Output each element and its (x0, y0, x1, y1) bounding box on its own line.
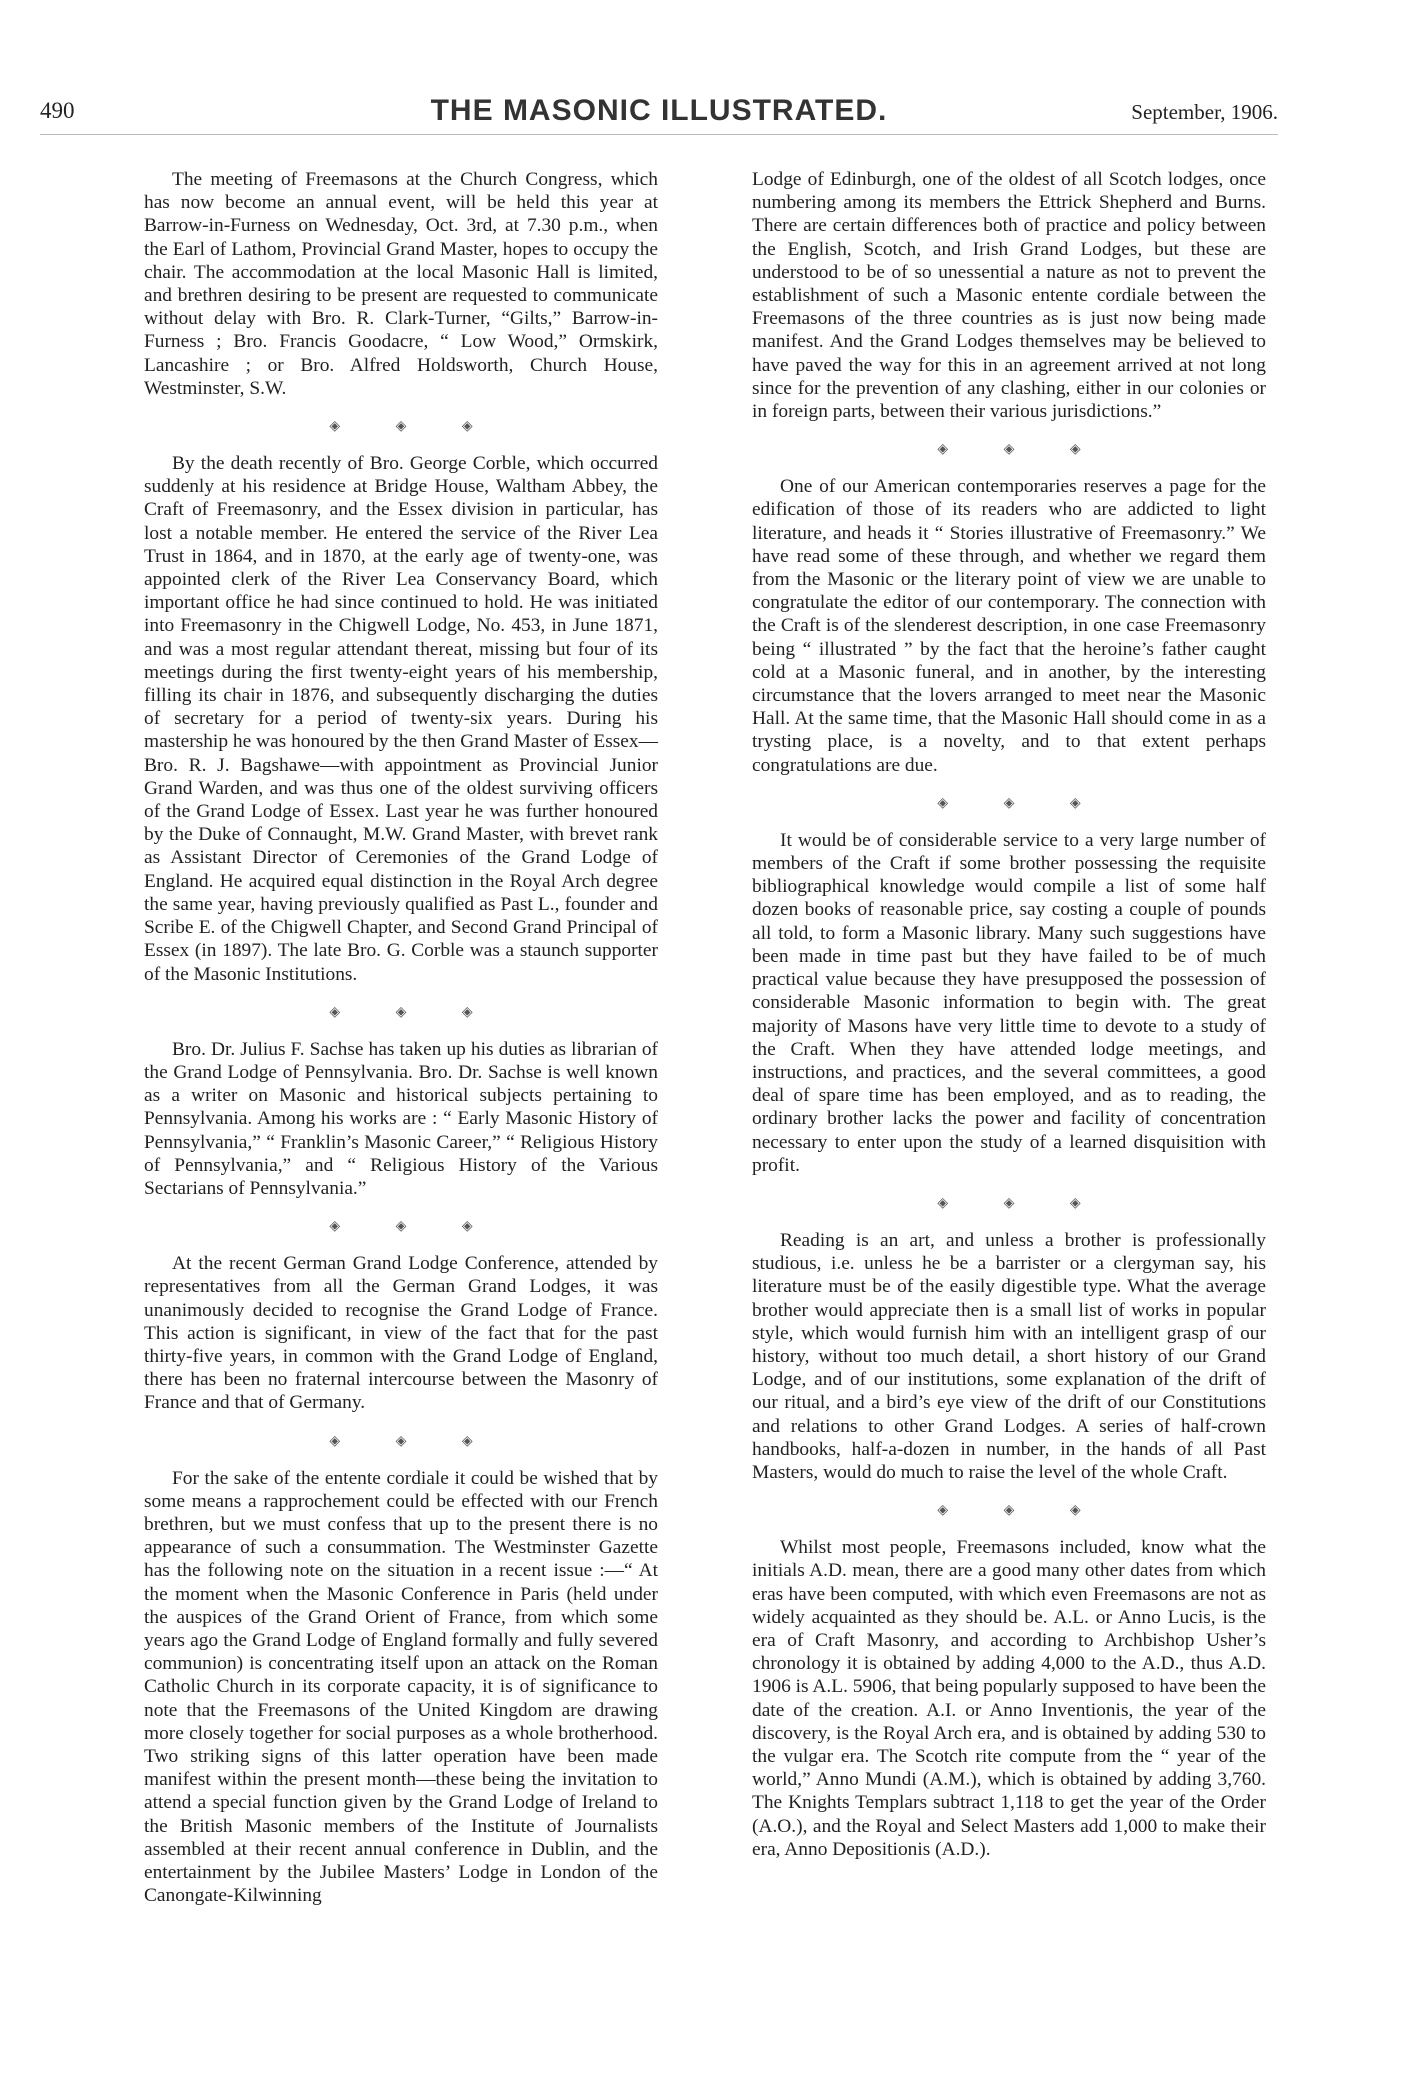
paragraph-reading-art: Reading is an art, and unless a brother is professionally studious, i.e. unless he be a barrister or a clergyman say, his literature must be of the easily digestible type. What the average brother would appreciate then is a small list of works in popular style, which would furnish him with an intelligent grasp of our history, without too much detail, a short history of our Grand Lodge, and of our institutions, some explanation of the drift of our ritual, and a bird’s eye view of the drift of our Constitutions and relations to other Grand Lodges. A series of half-crown handbooks, half-a-dozen in number, in the hands of all Past Masters, would do much to raise the level of the whole Craft. (752, 1229, 1266, 1483)
ornament-divider: ◈ ◈ ◈ (329, 1433, 499, 1449)
masthead-title: THE MASONIC ILLUSTRATED. (430, 94, 888, 127)
issue-date: September, 1906. (1131, 100, 1278, 124)
ornament-divider: ◈ ◈ ◈ (937, 1503, 1107, 1519)
paragraph-american-stories: One of our American contemporaries reserves a page for the edification of those of its readers who are addicted to light literature, and heads it “ Stories illustrative of Freemasonry.” We have read some of these through, and whether we regard them from the Masonic or the literary point of view we are unable to congratulate the editor of our contemporary. The connection with the Craft is of the slenderest description, in one case Freemasonry being “ illustrated ” by the fact that the heroine’s father caught cold at a Masonic funeral, and in another, by the interesting circumstance that the lovers arranged to meet near the Masonic Hall. At the same time, that the Masonic Hall should come in as a trysting place, is a novelty, and to that extent perhaps congratulations are due. (752, 476, 1266, 776)
ornament-divider: ◈ ◈ ◈ (329, 1004, 499, 1020)
paragraph-masonic-eras: Whilst most people, Freemasons included, know what the initials A.D. mean, there are a good many other dates from which eras have been computed, with which even Freemasons are not as widely acquainted as they should be. A.L. or Anno Lucis, is the era of Craft Masonry, and according to Archbishop Usher’s chronology it is obtained by adding 4,000 to the A.D., thus A.D. 1906 is A.L. 5906, that being popularly supposed to have been the date of the creation. A.I. or Anno Inventionis, the year of the discovery, is the Royal Arch era, and is obtained by adding 530 to the vulgar era. The Scotch rite compute from the “ year of the world,” Anno Mundi (A.M.), which is obtained by adding 3,760. The Knights Templars subtract 1,118 to get the year of the Order (A.O.), and the Royal and Select Masters add 1,000 to make their era, Anno Depositionis (A.D.). (752, 1537, 1266, 1860)
ornament-divider: ◈ ◈ ◈ (937, 1195, 1107, 1211)
ornament-divider: ◈ ◈ ◈ (937, 442, 1107, 458)
paragraph-sachse-librarian: Bro. Dr. Julius F. Sachse has taken up his duties as librarian of the Grand Lodge of Pennsylvania. Bro. Dr. Sachse is well known as a writer on Masonic and historical subjects pertaining to Pennsylvania. Among his works are : “ Early Masonic History of Pennsylvania,” “ Franklin’s Masonic Career,” “ Religious History of Pennsylvania,” and “ Religious History of the Various Sectarians of Pennsylvania.” (144, 1038, 658, 1199)
paragraph-entente-cordiale: For the sake of the entente cordiale it could be wished that by some means a rapprochement could be effected with our French brethren, but we must confess that up to the present there is no appearance of such a consummation. The Westminster Gazette has the following note on the situation in a recent issue :—“ At the moment when the Masonic Conference in Paris (held under the auspices of the Grand Orient of France, from which some years ago the Grand Lodge of England formally and fully severed communion) is concentrating itself upon an attack on the Roman Catholic Church in its corporate capacity, it is of significance to note that the Freemasons of the United Kingdom are drawing more closely together for social purposes as a whole brotherhood. Two striking signs of this latter operation have been made manifest within the present month—these being the invitation to attend a special function given by the Grand Lodge of Ireland to the British Masonic members of the Institute of Journalists assembled at their recent annual conference in Dublin, and the entertainment by the Jubilee Masters’ Lodge in London of the Canongate-Kilwinning (144, 1467, 658, 1907)
ornament-divider: ◈ ◈ ◈ (329, 1219, 499, 1235)
ornament-divider: ◈ ◈ ◈ (937, 795, 1107, 811)
ornament-divider: ◈ ◈ ◈ (329, 419, 499, 435)
left-column (144, 168, 658, 1907)
paragraph-german-conference: At the recent German Grand Lodge Conference, attended by representatives from all the German Grand Lodges, it was unanimously decided to recognise the Grand Lodge of France. This action is significant, in view of the fact that for the past thirty-five years, in common with the Grand Lodge of England, there has been no fraternal intercourse between the Masonry of France and that of Germany. (144, 1253, 658, 1414)
right-column (752, 168, 1266, 1861)
paragraph-edinburgh-continued: Lodge of Edinburgh, one of the oldest of all Scotch lodges, once numbering among its members the Ettrick Shepherd and Burns. There are certain differences both of practice and policy between the English, Scotch, and Irish Grand Lodges, but these are understood to be of so unessential a nature as not to prevent the establishment of such a Masonic entente cordiale between the Freemasons of the three countries as is just now being made manifest. And the Grand Lodges themselves may be believed to have paved the way for this in an agreement arrived at not long since for the prevention of any clashing, either in our colonies or in foreign parts, between their various jurisdictions.” (752, 169, 1266, 423)
page-number: 490 (40, 98, 75, 123)
paragraph-masonic-library: It would be of considerable service to a very large number of members of the Craft if some brother possessing the requisite bibliographical knowledge would compile a list of some half dozen books of reasonable price, say costing a couple of pounds all told, to form a Masonic library. Many such suggestions have been made in time past but they have failed to be of much practical value because they have presupposed the possession of considerable Masonic information to begin with. The great majority of Masons have very little time to devote to a study of the Craft. When they have attended lodge meetings, and instructions, and practices, and the several committees, a good deal of spare time has been employed, and as to reading, the ordinary brother lacks the power and facility of concentration necessary to enter upon the study of a learned disquisition with profit. (752, 829, 1266, 1176)
paragraph-church-congress: The meeting of Freemasons at the Church Congress, which has now become an annual event, will be held this year at Barrow-in-Furness on Wednesday, Oct. 3rd, at 7.30 p.m., when the Earl of Lathom, Provincial Grand Master, hopes to occupy the chair. The accommodation at the local Masonic Hall is limited, and brethren desiring to be present are requested to communicate without delay with Bro. R. Clark-Turner, “Gilts,” Barrow-in-Furness ; Bro. Francis Goodacre, “ Low Wood,” Ormskirk, Lancashire ; or Bro. Alfred Holdsworth, Church House, Westminster, S.W. (144, 169, 658, 399)
paragraph-corble-obituary: By the death recently of Bro. George Corble, which occurred suddenly at his residence at Bridge House, Waltham Abbey, the Craft of Freemasonry, and the Essex division in particular, has lost a notable member. He entered the service of the River Lea Trust in 1864, and in 1870, at the early age of twenty-one, was appointed clerk of the River Lea Conservancy Board, which important office he had since continued to hold. He was initiated into Freemasonry in the Chigwell Lodge, No. 453, in June 1871, and was a most regular attendant thereat, missing but four of its meetings during the first twenty-eight years of his membership, filling its chair in 1876, and subsequently discharging the duties of secretary for a period of twenty-six years. During his mastership he was honoured by the then Grand Master of Essex—Bro. R. J. Bagshawe—with appointment as Provincial Junior Grand Warden, and was thus one of the oldest surviving officers of the Grand Lodge of Essex. Last year he was further honoured by the Duke of Connaught, M.W. Grand Master, with brevet rank as Assistant Director of Ceremonies of the Grand Lodge of England. He acquired equal distinction in the Royal Arch degree the same year, having previously qualified as Past L., founder and Scribe E. of the Chigwell Chapter, and Second Grand Principal of Essex (in 1897). The late Bro. G. Corble was a staunch supporter of the Masonic Institutions. (144, 453, 658, 985)
page-header (40, 94, 1278, 135)
